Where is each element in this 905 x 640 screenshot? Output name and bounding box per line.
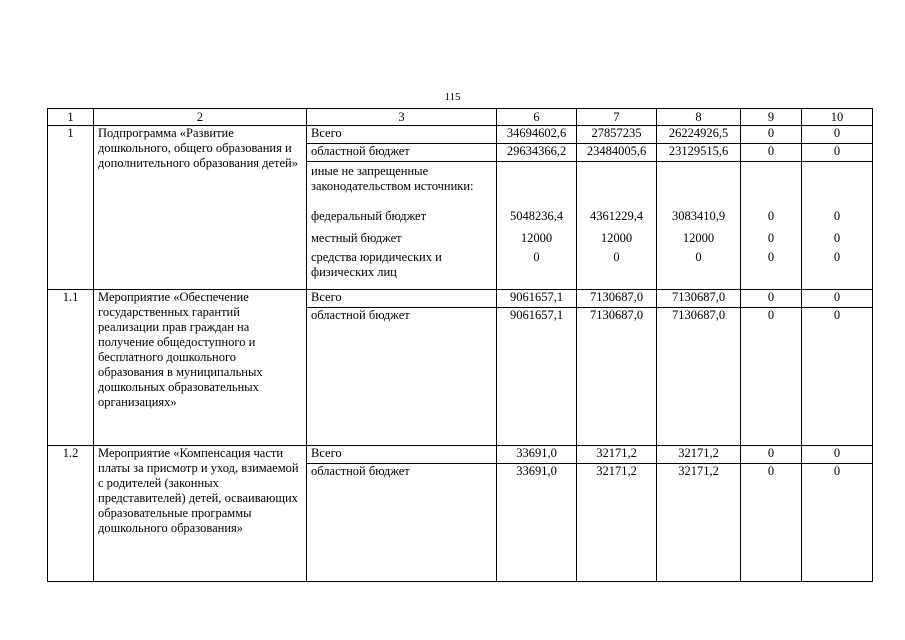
value-cell: 7130687,0 xyxy=(577,290,657,308)
value-cell: 7130687,0 xyxy=(657,308,741,446)
header-cell-3: 3 xyxy=(307,109,497,126)
value-cell: 0 xyxy=(741,446,802,464)
source-line: иные не запрещенные законодательством источники: xyxy=(311,164,474,193)
header-row xyxy=(48,109,873,126)
value-cell: 32171,2 xyxy=(657,446,741,464)
value-cell: 26224926,5 xyxy=(657,126,741,144)
value-cell: 32171,2 xyxy=(577,446,657,464)
value-line: 0 xyxy=(767,250,775,264)
value-cell: 23129515,6 xyxy=(657,144,741,162)
value-cell-group xyxy=(497,162,577,290)
value-cell: 0 xyxy=(802,308,873,446)
header-cell-6: 6 xyxy=(497,109,577,126)
value-cell: 7130687,0 xyxy=(577,308,657,446)
value-cell: 33691,0 xyxy=(497,446,577,464)
value-cell: 32171,2 xyxy=(577,464,657,582)
value-cell: 0 xyxy=(741,144,802,162)
value-cell: 0 xyxy=(741,464,802,582)
value-cell-group xyxy=(577,162,657,290)
value-line: 12000 xyxy=(682,231,715,245)
value-cell: 23484005,6 xyxy=(577,144,657,162)
value-cell: 0 xyxy=(802,126,873,144)
value-line: 12000 xyxy=(520,231,553,245)
row-name: Мероприятие «Компенсация части платы за присмотр и уход, взимаемой с родителей (законных представителей) детей, осваивающих образовательные программы дошкольного образования» xyxy=(94,446,307,582)
header-cell-2: 2 xyxy=(94,109,307,126)
header-cell-7: 7 xyxy=(577,109,657,126)
value-line: 3083410,9 xyxy=(671,209,726,223)
row-name: Подпрограмма «Развитие дошкольного, общего образования и дополнительного образования детей» xyxy=(94,126,307,290)
row-number: 1.2 xyxy=(48,446,94,582)
value-cell: 0 xyxy=(802,464,873,582)
source-line: местный бюджет xyxy=(311,231,402,245)
source-cell: областной бюджет xyxy=(307,308,497,446)
value-line: 0 xyxy=(833,231,841,245)
row-number: 1.1 xyxy=(48,290,94,446)
source-cell: Всего xyxy=(307,446,497,464)
value-cell: 7130687,0 xyxy=(657,290,741,308)
value-line: 0 xyxy=(695,250,702,264)
value-cell: 0 xyxy=(741,290,802,308)
source-cell: областной бюджет xyxy=(307,464,497,582)
value-cell: 9061657,1 xyxy=(497,290,577,308)
budget-table xyxy=(47,108,873,582)
page-number: 115 xyxy=(444,91,461,103)
source-cell-group xyxy=(307,162,497,290)
value-cell: 34694602,6 xyxy=(497,126,577,144)
value-cell: 0 xyxy=(802,446,873,464)
value-line: 0 xyxy=(767,231,775,245)
row-name: Мероприятие «Обеспечение государственных гарантий реализации прав граждан на получение общедоступного и бесплатного дошкольного образования в муниципальных дошкольных образовательных организациях» xyxy=(94,290,307,446)
value-cell: 9061657,1 xyxy=(497,308,577,446)
value-cell-group xyxy=(657,162,741,290)
value-line: 0 xyxy=(767,209,775,223)
value-cell-group xyxy=(741,162,802,290)
header-cell-9: 9 xyxy=(741,109,802,126)
value-cell: 0 xyxy=(741,308,802,446)
value-line: 0 xyxy=(533,250,540,264)
value-cell: 0 xyxy=(741,126,802,144)
source-cell: Всего xyxy=(307,126,497,144)
header-cell-1: 1 xyxy=(48,109,94,126)
value-line: 0 xyxy=(833,209,841,223)
row-number: 1 xyxy=(48,126,94,290)
value-cell: 33691,0 xyxy=(497,464,577,582)
value-line: 0 xyxy=(833,250,841,264)
value-cell-group xyxy=(802,162,873,290)
value-cell: 29634366,2 xyxy=(497,144,577,162)
table-row xyxy=(48,290,873,308)
value-line: 0 xyxy=(613,250,620,264)
value-cell: 0 xyxy=(802,144,873,162)
source-line: федеральный бюджет xyxy=(311,209,427,223)
value-cell: 32171,2 xyxy=(657,464,741,582)
value-line: 12000 xyxy=(600,231,633,245)
header-cell-10: 10 xyxy=(802,109,873,126)
table-row xyxy=(48,126,873,144)
value-line: 5048236,4 xyxy=(509,209,564,223)
source-cell: областной бюджет xyxy=(307,144,497,162)
header-cell-8: 8 xyxy=(657,109,741,126)
value-cell: 0 xyxy=(802,290,873,308)
source-line: средства юридических и физических лиц xyxy=(311,250,442,279)
value-cell: 27857235 xyxy=(577,126,657,144)
source-cell: Всего xyxy=(307,290,497,308)
value-line: 4361229,4 xyxy=(589,209,644,223)
table-row xyxy=(48,446,873,464)
